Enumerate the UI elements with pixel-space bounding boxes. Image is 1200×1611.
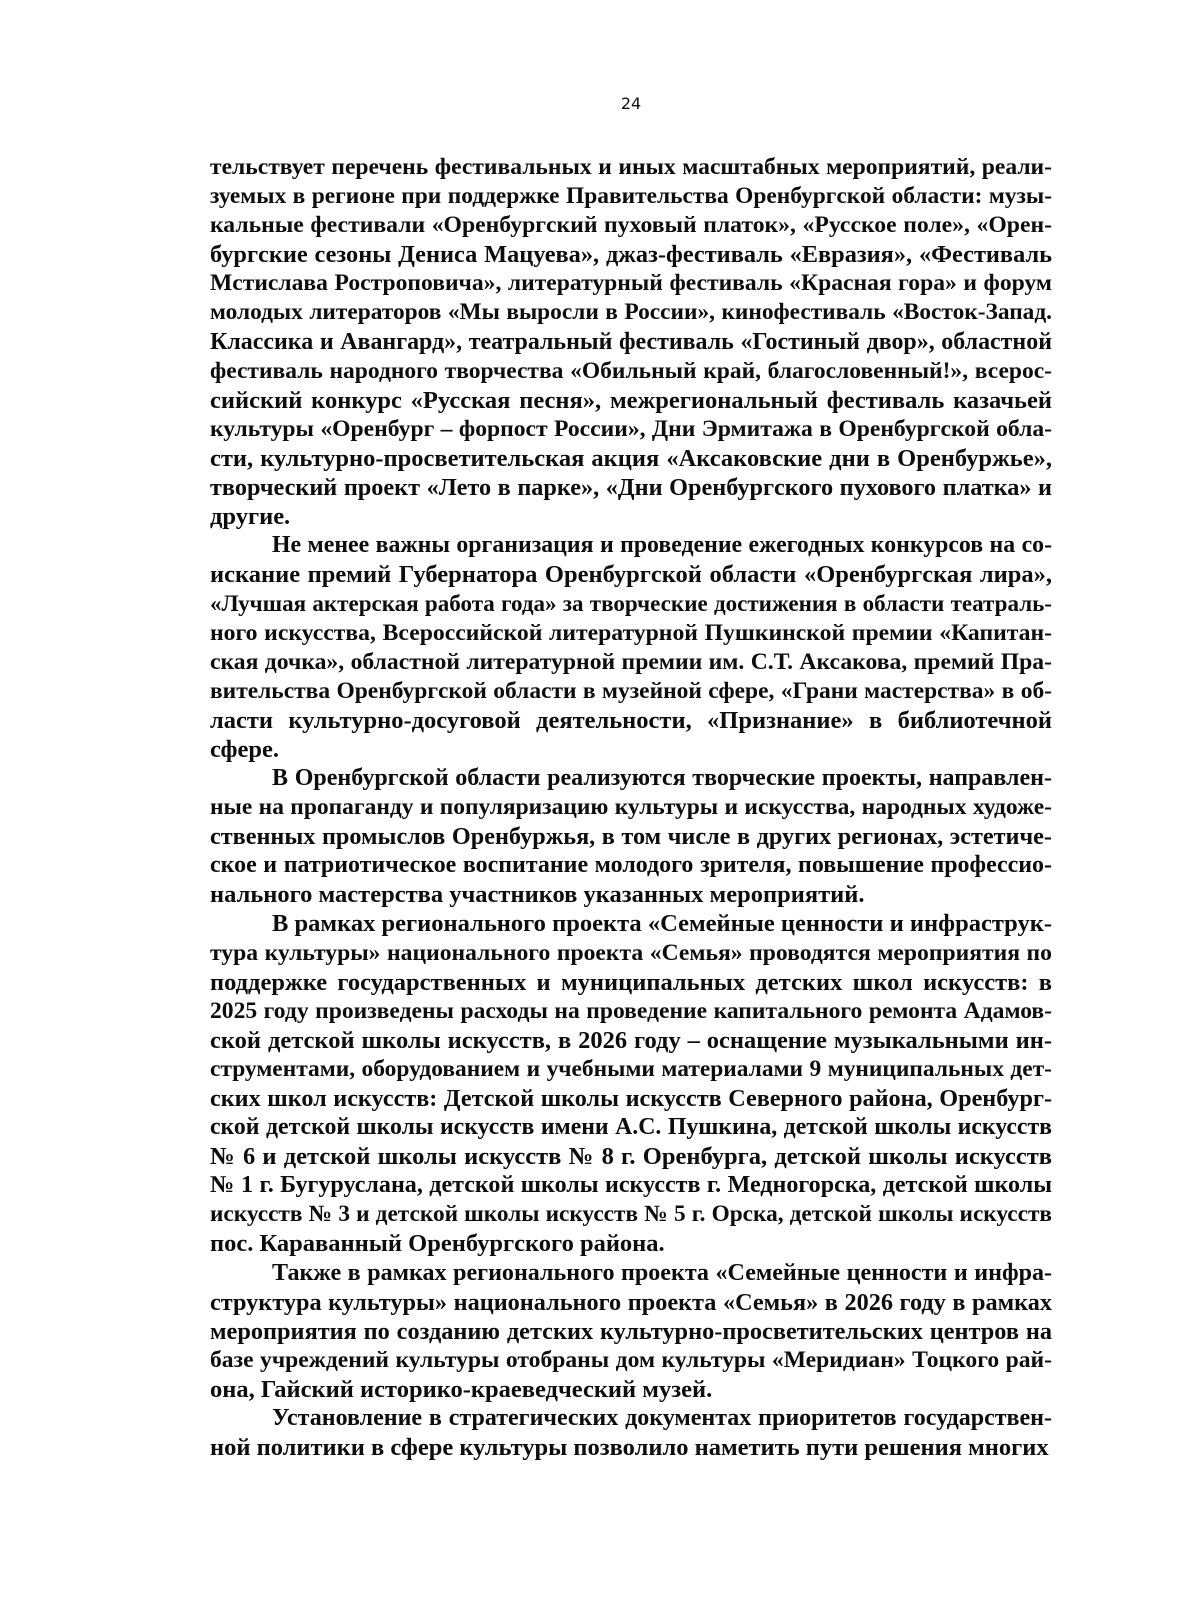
paragraph bbox=[210, 1404, 1052, 1462]
text-line: ской детской школы искусств имени А.С. Пушкина, детской школы искусств bbox=[210, 1114, 1052, 1141]
text-line: 2025 году произведены расходы на проведение капитального ремонта Адамов- bbox=[210, 997, 1052, 1024]
text-line: ское и патриотическое воспитание молодого зрителя, повышение профессио- bbox=[210, 852, 1052, 879]
text-line: № 1 г. Бугуруслана, детской школы искусств г. Медногорска, детской школы bbox=[210, 1172, 1052, 1199]
text-line: фестиваль народного творчества «Обильный край, благословенный!», всерос- bbox=[210, 357, 1052, 384]
text-line: ной политики в сфере культуры позволило наметить пути решения многих bbox=[210, 1434, 1049, 1462]
text-line: ласти культурно-досуговой деятельности, «Признание» в библиотечной bbox=[210, 706, 1052, 734]
text-line: В рамках регионального проекта «Семейные ценности и инфраструк- bbox=[272, 910, 1052, 938]
paragraph bbox=[210, 531, 1052, 764]
text-line: кальные фестивали «Оренбургский пуховый платок», «Русское поле», «Орен- bbox=[210, 212, 1052, 239]
text-line: молодых литераторов «Мы выросли в России», кинофестиваль «Восток-Запад. bbox=[210, 299, 1052, 326]
paragraph bbox=[210, 153, 1052, 531]
text-line: другие. bbox=[210, 503, 291, 531]
text-line: сийский конкурс «Русская песня», межрегиональный фестиваль казачьей bbox=[210, 386, 1052, 414]
text-line: искание премий Губернатора Оренбургской области «Оренбургская лира», bbox=[210, 561, 1052, 589]
text-line: зуемых в регионе при поддержке Правительства Оренбургской области: музы- bbox=[210, 183, 1052, 210]
text-line: искусств № 3 и детской школы искусств № 5 г. Орска, детской школы искусств bbox=[210, 1201, 1052, 1228]
text-line: культуры «Оренбург – форпост России», Дни Эрмитажа в Оренбургской обла- bbox=[210, 415, 1052, 442]
text-line: пос. Караванный Оренбургского района. bbox=[210, 1230, 665, 1258]
text-line: Мстислава Ростроповича», литературный фестиваль «Красная гора» и форум bbox=[210, 270, 1052, 297]
text-line: вительства Оренбургской области в музейной сфере, «Грани мастерства» в об- bbox=[210, 677, 1052, 704]
text-line: базе учреждений культуры отобраны дом культуры «Меридиан» Тоцкого рай- bbox=[210, 1346, 1052, 1373]
text-line: бургские сезоны Дениса Мацуева», джаз-фестиваль «Евразия», «Фестиваль bbox=[210, 241, 1052, 269]
text-line: нального мастерства участников указанных мероприятий. bbox=[210, 881, 865, 909]
text-line: «Лучшая актерская работа года» за творческие достижения в области театраль- bbox=[210, 590, 1052, 617]
text-line: Классика и Авангард», театральный фестиваль «Гостиный двор», областной bbox=[210, 328, 1052, 355]
text-line: ских школ искусств: Детской школы искусств Северного района, Оренбург- bbox=[210, 1085, 1052, 1112]
text-line: № 6 и детской школы искусств № 8 г. Оренбурга, детской школы искусств bbox=[210, 1143, 1052, 1171]
text-line: она, Гайский историко-краеведческий музей. bbox=[210, 1375, 713, 1403]
text-line: сфере. bbox=[210, 735, 280, 763]
text-line: В Оренбургской области реализуются творческие проекты, направлен- bbox=[272, 764, 1052, 791]
text-line: тельствует перечень фестивальных и иных масштабных мероприятий, реали- bbox=[210, 154, 1052, 180]
text-line: Также в рамках регионального проекта «Семейные ценности и инфра- bbox=[272, 1259, 1052, 1286]
text-line: творческий проект «Лето в парке», «Дни Оренбургского пухового платка» и bbox=[210, 474, 1052, 502]
text-line: сти, культурно-просветительская акция «Аксаковские дни в Оренбуржье», bbox=[210, 444, 1052, 472]
text-line: структура культуры» национального проекта «Семья» в 2026 году в рамках bbox=[210, 1288, 1052, 1316]
text-line: ные на пропаганду и популяризацию культуры и искусства, народных художе- bbox=[210, 794, 1052, 821]
paragraph bbox=[210, 764, 1052, 909]
paragraph bbox=[210, 1259, 1052, 1404]
text-line: поддержке государственных и муниципальных детских школ искусств: в bbox=[210, 968, 1052, 996]
text-line: ской детской школы искусств, в 2026 году – оснащение музыкальными ин- bbox=[210, 1026, 1052, 1054]
page-number: 24 bbox=[620, 94, 642, 113]
text-line: струментами, оборудованием и учебными материалами 9 муниципальных дет- bbox=[210, 1055, 1052, 1082]
document-body bbox=[210, 153, 1052, 1462]
text-line: ного искусства, Всероссийской литературной Пушкинской премии «Капитан- bbox=[210, 619, 1052, 646]
text-line: Не менее важны организация и проведение ежегодных конкурсов на со- bbox=[272, 532, 1052, 559]
paragraph bbox=[210, 909, 1052, 1258]
text-line: ская дочка», областной литературной премии им. С.Т. Аксакова, премий Пра- bbox=[210, 648, 1052, 675]
text-line: тура культуры» национального проекта «Семья» проводятся мероприятия по bbox=[210, 939, 1052, 966]
text-line: мероприятия по созданию детских культурно-просветительских центров на bbox=[210, 1317, 1052, 1345]
text-line: ственных промыслов Оренбуржья, в том числе в других регионах, эстетиче- bbox=[210, 823, 1052, 851]
text-line: Установление в стратегических документах приоритетов государствен- bbox=[272, 1405, 1052, 1432]
